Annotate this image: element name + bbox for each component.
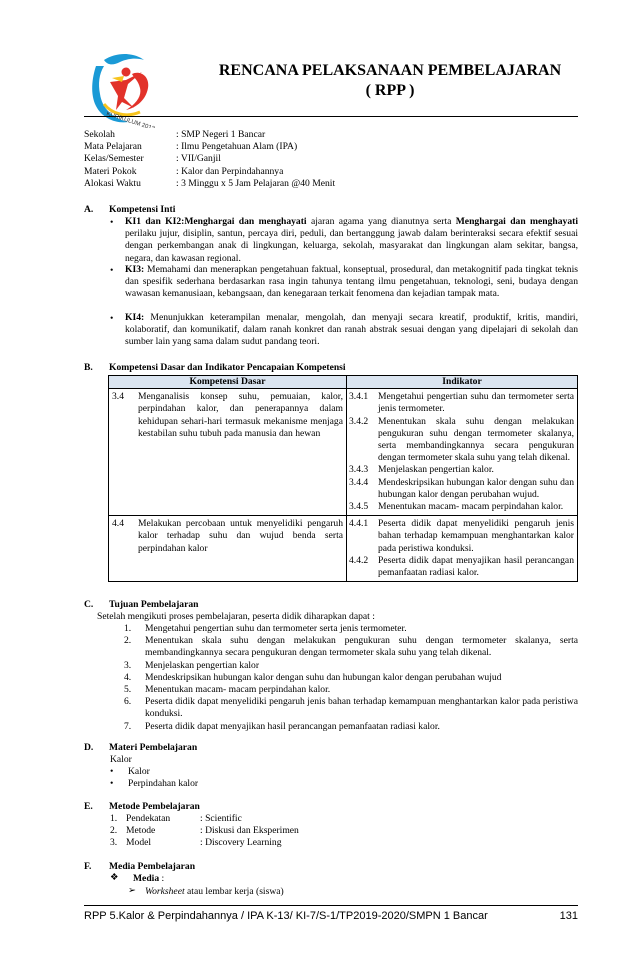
objective-text: Menjelaskan pengertian kalor <box>145 659 260 671</box>
objective-text: Mengetahui pengertian suhu dan termometer serta jenis termometer. <box>145 623 407 634</box>
method-value: : Scientific <box>200 813 242 824</box>
materi-item <box>110 778 198 790</box>
info-value: : Kalor dan Perpindahannya <box>176 165 284 177</box>
ki4-paragraph: KI4: Menunjukkan keterampilan menalar, mengolah, dan menyaji secara kreatif, produktif, kritis, mandiri, kolaboratif, dan komunikatif, dalam ranah konkret dan ranah abstrak sesuai dengan yang dipelajari di sekolah dan sumber lain yang sama dalam sudut pandang teori. <box>125 312 578 348</box>
footer-text: RPP 5.Kalor & Perpindahannya / IPA K-13/ KI-7/S-1/TP2019-2020/SMPN 1 Bancar <box>84 910 488 922</box>
objectives-intro: Setelah mengikuti proses pembelajaran, peserta didik diharapkan dapat : <box>97 611 375 622</box>
objective-item <box>126 635 578 659</box>
indicator-item <box>349 464 574 476</box>
indicator-text: Menentukan skala suhu dengan melakukan pengukuran suhu dengan termometer skalanya, serta membandingkannya secara pengukuran dengan termometer skala suhu yang telah dikenal. <box>378 415 574 464</box>
section-f-heading: F. Media Pembelajaran <box>84 861 196 872</box>
section-a-heading: A. Kompetensi Inti <box>84 204 176 215</box>
indicator-item <box>349 555 574 579</box>
method-value: : Diskusi dan Eksperimen <box>200 825 299 837</box>
media-label: Media : <box>133 873 165 884</box>
diamond-bullet-icon: ❖ <box>110 872 119 883</box>
method-item <box>110 837 510 849</box>
method-key: Metode <box>126 825 156 837</box>
media-item: Worksheet atau lembar kerja (siswa) <box>145 886 284 897</box>
indicator-item <box>349 416 574 465</box>
kd-number: 3.4 <box>112 391 124 403</box>
info-value: : VII/Ganjil <box>176 153 221 165</box>
section-d-heading: D. Materi Pembelajaran <box>84 742 198 753</box>
materi-item <box>110 766 198 778</box>
table-row <box>109 389 578 516</box>
materi-text: Kalor <box>128 766 150 777</box>
indicator-number: 3.4.2 <box>349 415 369 427</box>
ki1-paragraph: KI1 dan KI2:Menghargai dan menghayati ajaran agama yang dianutnya serta Menghargai dan menghayati perilaku jujur, disiplin, santun, percaya diri, peduli, dan bertanggung jawab dalam berinteraksi secara efektif sesuai dengan perkembangan anak di lingkungan, keluarga, sekolah, masyarakat dan lingkungan alam sekitar, bangsa, negara, dan kawasan regional. <box>125 216 578 264</box>
info-key: Sekolah <box>84 129 115 140</box>
objective-item <box>126 660 578 672</box>
objective-number: 5. <box>124 684 132 696</box>
info-key: Alokasi Waktu <box>84 177 141 189</box>
indicator-number: 4.4.2 <box>349 554 369 566</box>
objective-text: Peserta didik dapat menyelidiki pengaruh jenis bahan terhadap kemampuan menghantarkan kalor pada peristiwa konduksi. <box>145 696 578 720</box>
objective-item <box>126 721 578 733</box>
info-value: : 3 Minggu x 5 Jam Pelajaran @40 Menit <box>176 177 336 189</box>
objective-text: Mendeskripsikan hubungan kalor dengan suhu dan hubungan kalor dengan perubahan wujud <box>145 671 502 683</box>
method-value: : Discovery Learning <box>200 837 282 849</box>
objective-number: 7. <box>124 720 132 732</box>
bullet-icon: • <box>110 313 114 324</box>
kd-cell <box>109 516 347 582</box>
indicator-item <box>349 501 574 513</box>
header-divider <box>84 116 578 117</box>
indicator-text: Mengetahui pengertian suhu dan termometer serta jenis termometer. <box>378 391 574 415</box>
page-number: 131 <box>559 910 578 922</box>
indicator-item <box>349 477 574 501</box>
objective-number: 3. <box>124 659 132 671</box>
table-row <box>109 516 578 582</box>
method-list <box>110 813 510 850</box>
objectives-list <box>126 623 578 733</box>
method-key: Model <box>126 837 152 849</box>
indicator-text: Mendeskripsikan hubungan kalor dengan suhu dan hubungan kalor dengan perubahan wujud. <box>378 476 574 500</box>
method-number: 3. <box>110 837 118 849</box>
method-item <box>110 825 510 837</box>
indicator-number: 4.4.1 <box>349 518 369 530</box>
indicator-text: Peserta didik dapat menyajikan hasil perancangan pemanfaatan radiasi kalor. <box>378 554 574 579</box>
method-number: 2. <box>110 825 118 837</box>
page-subtitle: ( RPP ) <box>365 82 415 99</box>
section-e-heading: E. Metode Pembelajaran <box>84 801 200 812</box>
kd-number: 4.4 <box>112 518 124 530</box>
bullet-icon: • <box>110 265 114 276</box>
objective-text: Menentukan macam- macam perpindahan kalor. <box>145 684 331 696</box>
indicator-cell <box>347 516 578 582</box>
table-header-kd: Kompetensi Dasar <box>109 376 347 389</box>
info-key: Materi Pokok <box>84 165 137 177</box>
materi-list <box>110 766 198 790</box>
kd-item <box>112 518 343 555</box>
objective-number: 1. <box>124 623 132 634</box>
indicator-number: 3.4.4 <box>349 476 369 488</box>
indicator-number: 3.4.5 <box>349 501 369 513</box>
indicator-cell <box>347 389 578 516</box>
info-key: Kelas/Semester <box>84 153 144 165</box>
kd-item <box>112 391 343 440</box>
objective-item <box>126 672 578 684</box>
ki3-paragraph: KI3: Memahami dan menerapkan pengetahuan faktual, konseptual, prosedural, dan metakognitif pada tingkat teknis dan spesifik sederhana berdasarkan rasa ingin tahunya tentang ilmu pengetahuan, teknologi, seni, budaya dengan wawasan kemanusiaan, kebangsaan, dan kenegaraan terkait fenomena dan kejadian tampak mata. <box>125 264 578 300</box>
info-key: Mata Pelajaran <box>84 141 142 153</box>
info-value: : Ilmu Pengetahuan Alam (IPA) <box>176 141 298 153</box>
objective-text: Menentukan skala suhu dengan melakukan pengukuran suhu dengan termometer skalanya, serta membandingkannya secara pengukuran dengan termometer skala suhu yang telah dikenal. <box>145 635 578 659</box>
method-number: 1. <box>110 813 118 824</box>
indicator-item <box>349 518 574 555</box>
table-header-indicator: Indikator <box>347 376 578 389</box>
indicator-text: Peserta didik dapat menyelidiki pengaruh jenis bahan terhadap kemampuan menghantarkan kalor pada peristiwa konduksi. <box>378 518 574 554</box>
indicator-number: 3.4.1 <box>349 391 369 403</box>
kd-text: Menganalisis konsep suhu, pemuaian, kalor, perpindahan kalor, dan penerapannya dalam kehidupan sehari-hari termasuk mekanisme menjaga kestabilan suhu tubuh pada manusia dan hewan <box>138 391 343 439</box>
kd-cell <box>109 389 347 516</box>
method-item <box>110 813 510 825</box>
kd-text: Melakukan percobaan untuk menyelidiki pengaruh kalor terhadap suhu dan wujud benda serta perpindahan kalor <box>138 518 343 554</box>
materi-text: Perpindahan kalor <box>128 778 199 790</box>
footer-divider <box>84 905 578 906</box>
indicator-text: Menjelaskan pengertian kalor. <box>378 464 494 476</box>
indicator-number: 3.4.3 <box>349 464 369 476</box>
indicator-text: Menentukan macam- macam perpindahan kalor. <box>378 501 564 513</box>
objective-text: Peserta didik dapat menyajikan hasil perancangan pemanfaatan radiasi kalor. <box>145 720 440 732</box>
objective-number: 2. <box>124 635 132 647</box>
bullet-icon: • <box>110 778 114 790</box>
footer <box>84 910 578 922</box>
logo-text: KURIKULUM 2013 <box>105 111 156 128</box>
indicator-item <box>349 391 574 415</box>
objective-item <box>126 696 578 720</box>
bullet-icon: • <box>110 766 114 777</box>
materi-heading: Kalor <box>110 754 132 765</box>
info-value: : SMP Negeri 1 Bancar <box>176 129 266 140</box>
objective-item <box>126 684 578 696</box>
objective-number: 4. <box>124 671 132 683</box>
competency-table <box>108 375 578 582</box>
objective-number: 6. <box>124 696 132 708</box>
page-title: RENCANA PELAKSANAAN PEMBELAJARAN <box>218 62 562 79</box>
section-b-heading: B. Kompetensi Dasar dan Indikator Pencapaian Kompetensi <box>84 362 346 373</box>
section-c-heading: C. Tujuan Pembelajaran <box>84 599 199 610</box>
bullet-icon: • <box>110 217 114 228</box>
arrow-bullet-icon: ➢ <box>128 885 137 896</box>
method-key: Pendekatan <box>126 813 171 824</box>
objective-item <box>126 623 578 635</box>
